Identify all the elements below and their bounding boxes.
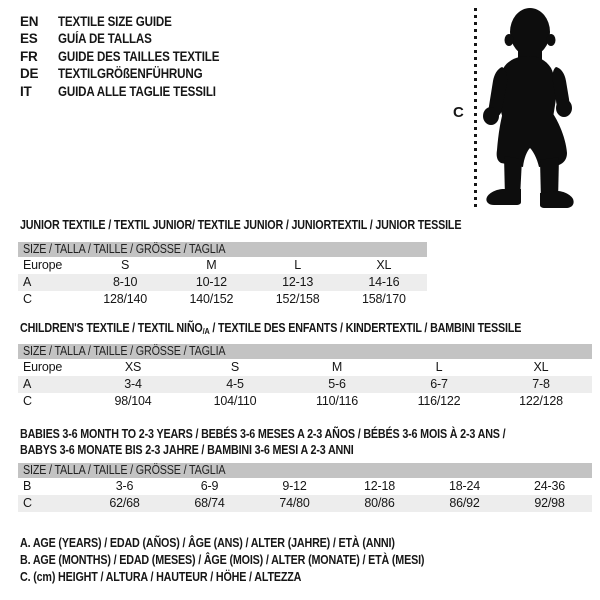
cell: 152/158	[275, 292, 320, 306]
height-dotted-line	[474, 8, 477, 210]
table-row-europe	[18, 257, 427, 274]
junior-size-table	[18, 242, 427, 308]
table-row-age	[18, 376, 592, 393]
cell: M	[206, 258, 217, 272]
language-code: IT	[20, 83, 32, 99]
section-title-junior-text: JUNIOR TEXTILE / TEXTIL JUNIOR/ TEXTILE JUNIOR / JUNIORTEXTIL / JUNIOR TESSILE	[20, 218, 462, 232]
cell: 12-13	[282, 275, 314, 289]
table-row-months	[18, 478, 592, 495]
cell: 8-10	[113, 275, 138, 289]
cell: 4-5	[226, 377, 244, 391]
row-label: A	[23, 275, 32, 289]
cell: 14-16	[368, 275, 400, 289]
children-size-table	[18, 344, 592, 410]
language-title-list	[20, 13, 246, 100]
language-code: DE	[20, 66, 39, 82]
language-code: EN	[20, 14, 39, 29]
legend-line-c	[20, 569, 490, 586]
language-row-de	[20, 65, 246, 82]
cell: XL	[376, 258, 392, 272]
cell: M	[331, 360, 343, 374]
cell: 158/170	[361, 292, 406, 306]
guide-title-es: GUÍA DE TALLAS	[58, 31, 152, 47]
cell: 62/68	[109, 496, 140, 510]
size-band	[18, 344, 592, 359]
cell: 3-4	[124, 377, 142, 391]
cell: 122/128	[519, 394, 563, 408]
legend-line-b-text: B. AGE (MONTHS) / EDAD (MESES) / ÂGE (MOIS) / ALTER (MONATE) / ETÀ (MESI)	[20, 553, 425, 567]
cell: 92/98	[534, 496, 565, 510]
size-band-label: SIZE / TALLA / TAILLE / GRÖSSE / TAGLIA	[23, 242, 226, 256]
cell: 80/86	[364, 496, 395, 510]
title-prefix: CHILDREN'S TEXTILE / TEXTIL NIÑO	[20, 321, 203, 335]
cell: 110/116	[316, 394, 358, 408]
toddler-silhouette-icon	[482, 4, 600, 210]
cell: 140/152	[189, 292, 234, 306]
cell: 24-36	[534, 479, 565, 493]
cell: XL	[533, 360, 549, 374]
cell: 18-24	[449, 479, 480, 493]
title-subscript: /A	[202, 326, 210, 336]
cell: 104/110	[213, 394, 257, 408]
size-band	[18, 242, 427, 257]
language-row-es	[20, 30, 246, 47]
cell: 10-12	[195, 275, 227, 289]
cell: 6-9	[200, 479, 219, 493]
cell: 6-7	[430, 377, 448, 391]
language-code: ES	[20, 31, 38, 47]
cell: 7-8	[532, 377, 550, 391]
section-title-children	[20, 320, 600, 339]
section-title-babies-line1: BABIES 3-6 MONTH TO 2-3 YEARS / BEBÉS 3-6 MESES A 2-3 AÑOS / BÉBÉS 3-6 MOIS À 2-3 ANS /	[20, 427, 506, 441]
table-row-height	[18, 495, 592, 512]
cell: 12-18	[364, 479, 395, 493]
cell: 3-6	[115, 479, 134, 493]
cell: 9-12	[282, 479, 307, 493]
cell: 5-6	[328, 377, 346, 391]
section-title-babies	[20, 426, 584, 458]
cell: 128/140	[103, 292, 148, 306]
title-suffix: / TEXTILE DES ENFANTS / KINDERTEXTIL / BAMBINI TESSILE	[209, 321, 522, 335]
table-row-europe	[18, 359, 592, 376]
legend-line-a-text: A. AGE (YEARS) / EDAD (AÑOS) / ÂGE (ANS) / ALTER (JAHRE) / ETÀ (ANNI)	[20, 536, 395, 550]
row-label: Europe	[23, 360, 63, 374]
table-row-height	[18, 393, 592, 410]
guide-title-fr: GUIDE DES TAILLES TEXTILE	[58, 48, 220, 64]
language-row-fr	[20, 48, 246, 65]
row-label: C	[23, 496, 32, 510]
row-label: Europe	[23, 258, 63, 272]
legend-line-a	[20, 535, 490, 552]
cell: S	[121, 258, 130, 272]
size-band	[18, 463, 592, 478]
section-title-babies-line2: BABYS 3-6 MONATE BIS 2-3 JAHRE / BAMBINI 3-6 MESI A 2-3 ANNI	[20, 443, 354, 457]
legend-line-b	[20, 552, 490, 569]
legend	[20, 535, 490, 586]
row-label: B	[23, 479, 32, 493]
cell: XS	[124, 360, 142, 374]
babies-size-table	[18, 463, 592, 512]
language-row-it	[20, 83, 246, 100]
cell: 74/80	[279, 496, 310, 510]
cell: 68/74	[194, 496, 225, 510]
table-row-age	[18, 274, 427, 291]
guide-title-it: GUIDA ALLE TAGLIE TESSILI	[58, 83, 216, 99]
size-band-label: SIZE / TALLA / TAILLE / GRÖSSE / TAGLIA	[23, 344, 226, 358]
row-label: C	[23, 292, 32, 306]
height-marker-label: C	[453, 104, 464, 121]
size-band-label: SIZE / TALLA / TAILLE / GRÖSSE / TAGLIA	[23, 463, 226, 477]
cell: S	[230, 360, 240, 374]
section-title-junior	[20, 217, 533, 233]
language-row-en	[20, 13, 246, 30]
row-label: A	[23, 377, 32, 391]
cell: 116/122	[417, 394, 461, 408]
cell: L	[294, 258, 301, 272]
row-label: C	[23, 394, 32, 408]
legend-line-c-text: C. (cm) HEIGHT / ALTURA / HAUTEUR / HÖHE / ALTEZZA	[20, 570, 302, 584]
guide-title-en: TEXTILE SIZE GUIDE	[58, 14, 172, 29]
guide-title-de: TEXTILGRÖßENFÜHRUNG	[58, 66, 203, 82]
table-row-height	[18, 291, 427, 308]
language-code: FR	[20, 48, 38, 64]
cell: 86/92	[449, 496, 480, 510]
cell: 98/104	[114, 394, 152, 408]
cell: L	[435, 360, 443, 374]
section-title-children-text	[20, 320, 521, 339]
